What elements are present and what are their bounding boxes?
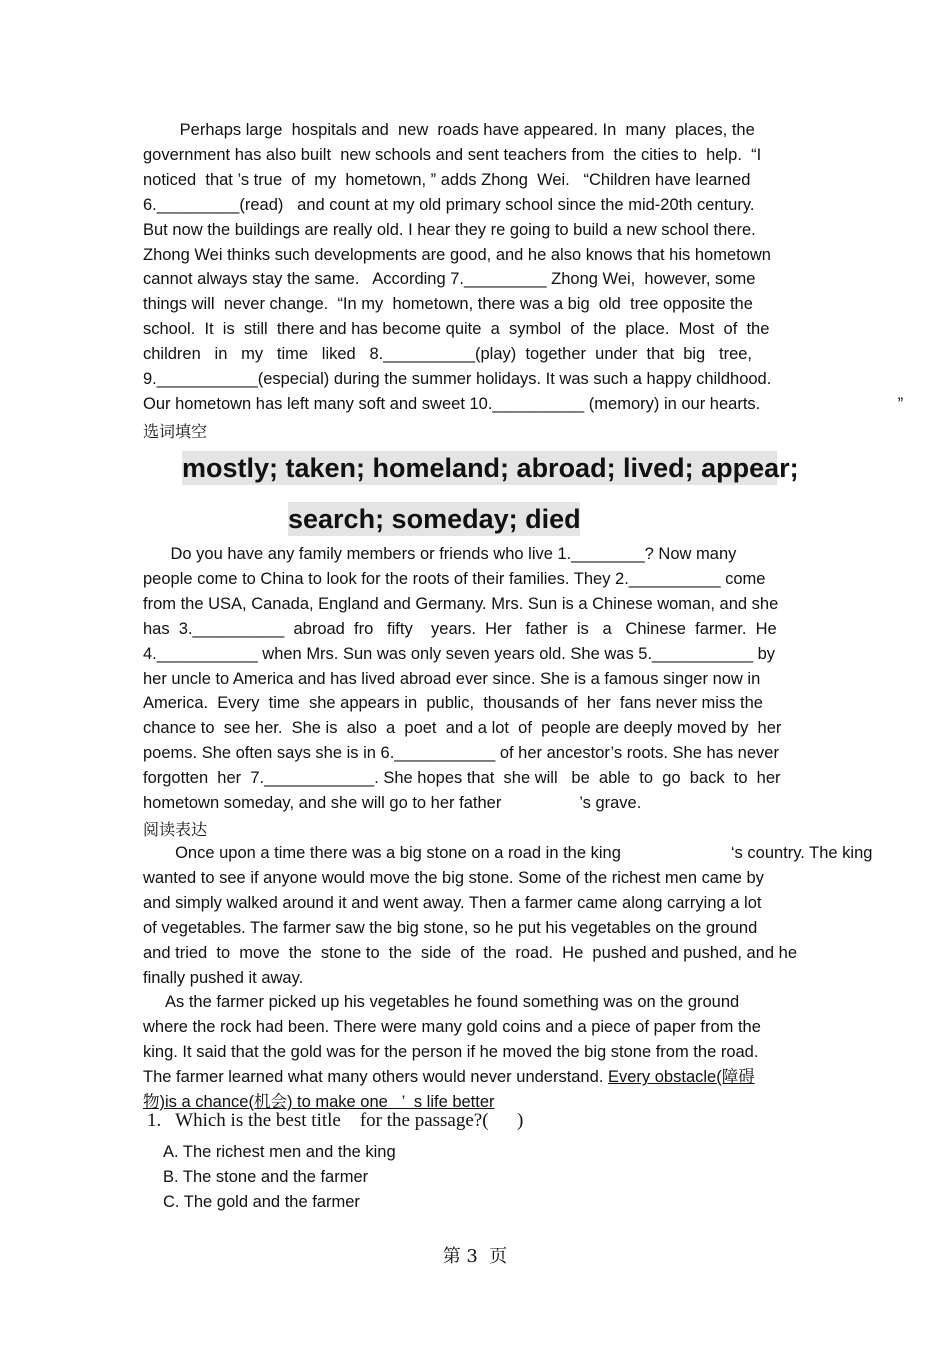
question-1: 1. Which is the best title for the passage?( ) — [147, 1110, 524, 1131]
passage-line: America. Every time she appears in public, thousands of her fans never miss the — [143, 694, 763, 713]
passage-line: 9.___________(especial) during the summer holidays. It was such a happy childhood. — [143, 370, 772, 389]
passage-line: things will never change. “In my hometown, there was a big old tree opposite the — [143, 295, 753, 314]
option-a: A. The richest men and the king — [163, 1143, 396, 1161]
passage-line: government has also built new schools and sent teachers from the cities to help. “I — [143, 145, 762, 164]
passage-line: hometown someday, and she will go to her father ’s grave. — [143, 794, 642, 813]
passage-line: and simply walked around it and went away. Then a farmer came along carrying a lot — [143, 893, 762, 912]
passage-line: poems. She often says she is in 6.___________ of her ancestor’s roots. She has never — [143, 744, 779, 763]
passage-text: The farmer learned what many others would never understand. — [143, 1068, 608, 1087]
passage-line: 6._________(read) and count at my old primary school since the mid-20th century. — [143, 195, 755, 214]
passage-line: forgotten her 7.____________. She hopes that she will be able to go back to her — [143, 769, 781, 788]
passage-line: school. It is still there and has become quite a symbol of the place. Most of the — [143, 320, 770, 339]
passage-line: 4.___________ when Mrs. Sun was only seven years old. She was 5.___________ by — [143, 644, 776, 663]
passage-line: her uncle to America and has lived abroad ever since. She is a famous singer now in — [143, 669, 761, 688]
passage-line: As the farmer picked up his vegetables he found something was on the ground — [143, 993, 740, 1012]
passage-line: chance to see her. She is also a poet and a lot of people are deeply moved by her — [143, 719, 782, 738]
passage-line: Our hometown has left many soft and sweet 10.__________ (memory) in our hearts. ” — [143, 394, 904, 413]
passage-line: Zhong Wei thinks such developments are good, and he also knows that his hometown — [143, 245, 771, 264]
passage-line: finally pushed it away. — [143, 968, 304, 987]
passage-line: king. It said that the gold was for the person if he moved the big stone from the road. — [143, 1043, 759, 1062]
option-c: C. The gold and the farmer — [163, 1193, 360, 1211]
word-bank-line-1: mostly; taken; homeland; abroad; lived; appear; — [182, 453, 799, 483]
passage-line: cannot always stay the same. According 7._________ Zhong Wei, however, some — [143, 270, 756, 289]
page-number: 第 3 页 — [442, 1246, 508, 1267]
passage-line: has 3.__________ abroad fro fifty years. Her father is a Chinese farmer. He — [143, 619, 777, 638]
passage-line: noticed that ’s true of my hometown, ” adds Zhong Wei. “Children have learned — [143, 170, 751, 189]
passage-line: Perhaps large hospitals and new roads have appeared. In many places, the — [143, 121, 755, 139]
option-b: B. The stone and the farmer — [163, 1168, 369, 1186]
passage-line: wanted to see if anyone would move the big stone. Some of the richest men came by — [143, 868, 764, 887]
word-bank-line-2: search; someday; died — [288, 504, 581, 534]
passage-line — [143, 1065, 943, 1090]
section-heading-reading: 阅读表达 — [143, 820, 208, 839]
passage-hometown — [143, 118, 904, 417]
passage-line: children in my time liked 8.__________(play) together under that big tree, — [143, 345, 753, 364]
passage-line: Once upon a time there was a big stone on a road in the king ‘s country. The king — [143, 844, 873, 862]
passage-line: where the rock had been. There were many gold coins and a piece of paper from the — [143, 1018, 761, 1037]
passage-abroad — [143, 542, 833, 816]
passage-line: But now the buildings are really old. I hear they re going to build a new school there. — [143, 220, 756, 239]
passage-line: of vegetables. The farmer saw the big stone, so he put his vegetables on the ground — [143, 918, 758, 937]
passage-line: from the USA, Canada, England and Germany. Mrs. Sun is a Chinese woman, and she — [143, 594, 779, 613]
underlined-sentence-continued: 物)is a chance(机会) to make one ’ s life better — [143, 1093, 495, 1112]
passage-stone — [143, 841, 943, 1115]
passage-line: people come to China to look for the roots of their families. They 2.__________ come — [143, 569, 766, 588]
passage-line: Do you have any family members or friends who live 1.________? Now many — [143, 545, 737, 563]
underlined-sentence: Every obstacle(障碍 — [608, 1068, 755, 1087]
passage-line: and tried to move the stone to the side of the road. He pushed and pushed, and he — [143, 943, 798, 962]
section-heading-word-choice: 选词填空 — [143, 422, 208, 441]
